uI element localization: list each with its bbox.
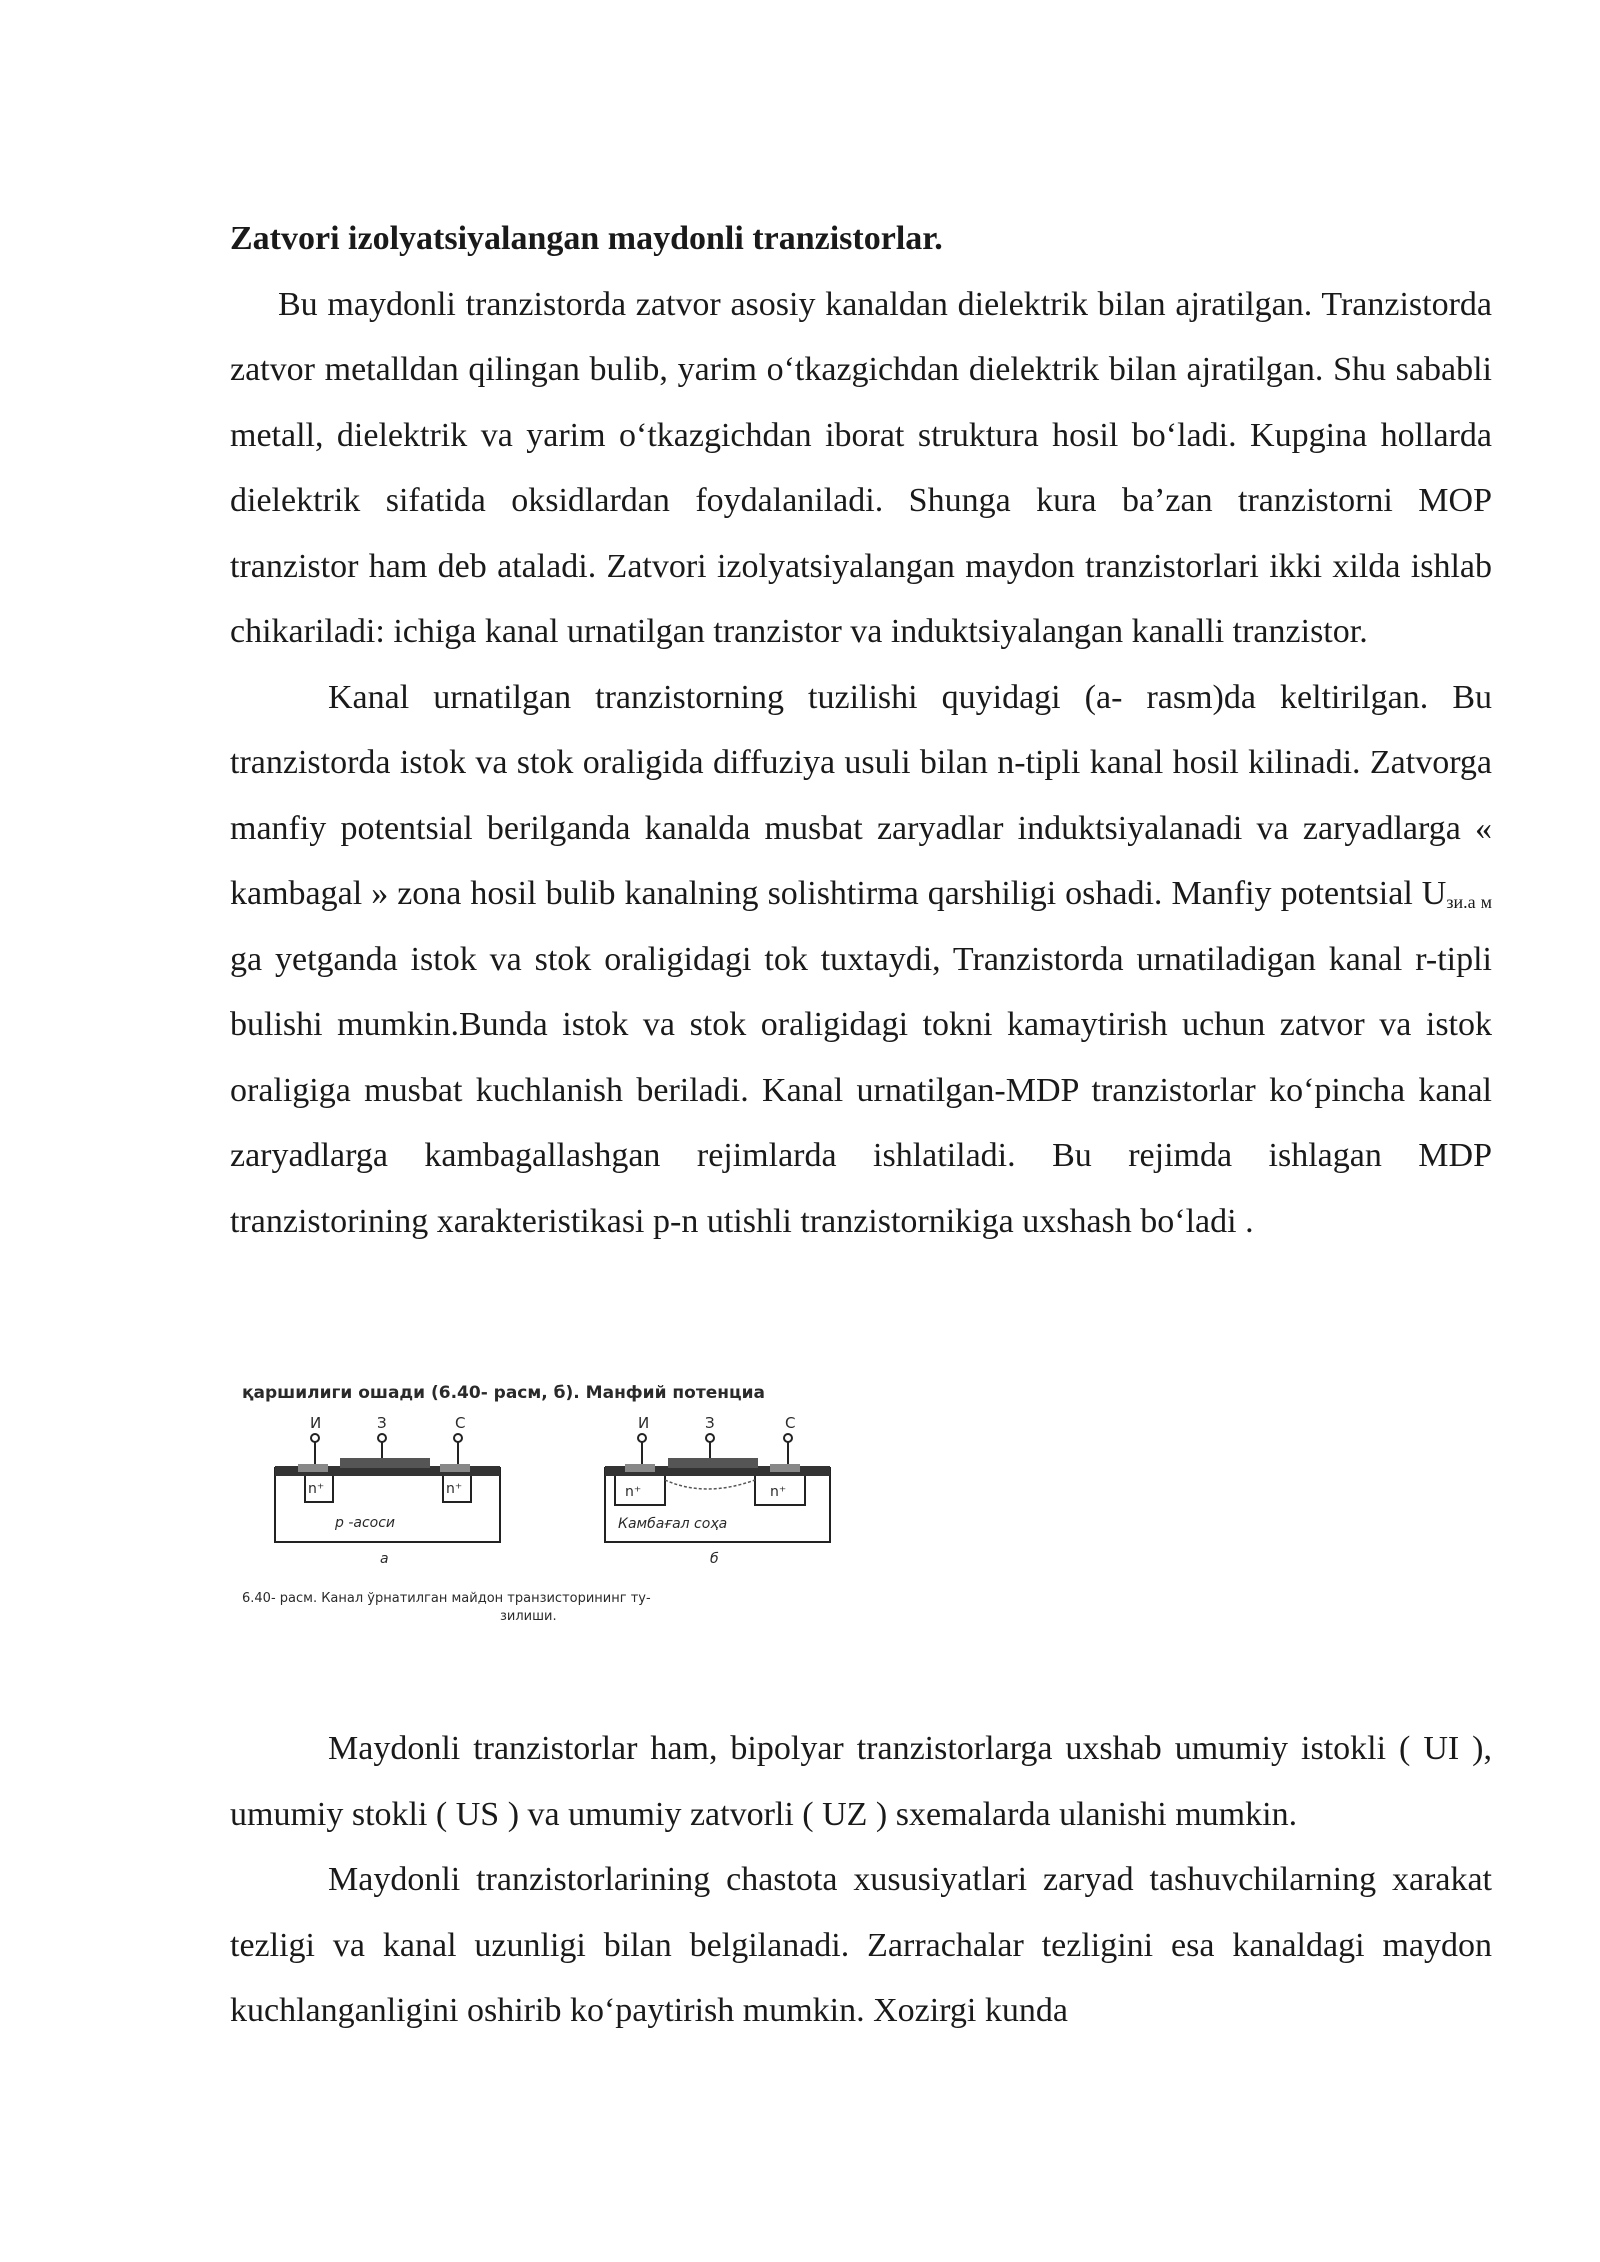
paragraph-built-in-channel-part1: Kanal urnatilgan tranzistorning tuzilishi quyidagi (a- rasm)da keltirilgan. Bu tranzistorda istok va stok oraligida diffuziya usuli bilan n-tipli kanal hosil kilinadi. Zatvorga manfiy potentsial berilganda kanalda musbat zaryadlar induktsiyalanadi va zaryadlarga « kambagal » zona hosil bulib kanalning solishtirma qarshiligi oshadi. Manfiy potentsial U — [230, 678, 1492, 912]
paragraph-intro: Bu maydonli tranzistorda zatvor asosiy kanaldan dielektrik bilan ajratilgan. Tranzistorda zatvor metalldan qilingan bulib, yarim o‘tkazgichdan dielektrik bilan ajratilgan. Shu sababli metall, dielektrik va yarim o‘tkazgichdan iborat struktura hosil bo‘ladi. Kupgina hollarda dielektrik sifatida oksidlardan foydalaniladi. Shunga kura ba’zan tranzistorni MOP tranzistor ham deb ataladi. Zatvori izolyatsiyalangan maydon tranzistorlari ikki xilda ishlab chikariladi: ichiga kanal urnatilgan tranzistor va induktsiyalangan kanalli tranzistor. — [230, 285, 1492, 650]
right-n-plus-right: n⁺ — [770, 1484, 787, 1500]
paragraph-frequency: Maydonli tranzistorlarining chastota xususiyatlari zaryad tashuvchilarning xarakat tezligi va kanal uzunligi bilan belgilanadi. Zarrachalar tezligini esa kanaldagi maydon kuchlanganligini oshirib ko‘paytirish mumkin. Xozirgi kunda — [230, 1861, 1492, 2029]
figure-caption-line1: 6.40- расм. Канал ўрнатилган майдон транзисторининг ту- — [242, 1591, 651, 1606]
left-drain-label: С — [455, 1414, 466, 1432]
left-n-plus-left: n⁺ — [308, 1481, 325, 1497]
paragraph-built-in-channel-part2: ga yetganda istok va stok oraligidagi tok tuxtaydi, Tranzistorda urnatiladigan kanal r-tipli bulishi mumkin.Bunda istok va stok oraligidagi tokni kamaytirish uchun zatvor va istok oraligiga musbat kuchlanish beriladi. Kanal urnatilgan-MDP tranzistorlar ko‘pincha kanal zaryadlarga kambagallashgan rejimlarda ishlatiladi. Bu rejimda ishlagan MDP tranzistorining xarakteristikasi p-n utishli tranzistornikiga uxshash bo‘ladi . — [230, 940, 1492, 1240]
lower-text — [230, 1716, 1492, 2044]
paragraph-built-in-channel — [230, 665, 1492, 1255]
figure-caption-line2: зилиши. — [500, 1609, 557, 1624]
section-heading: Zatvori izolyatsiyalangan maydonli tranzistorlar. — [230, 220, 943, 257]
left-n-plus-right: n⁺ — [446, 1481, 463, 1497]
right-transistor — [605, 1414, 830, 1567]
left-source-label: И — [310, 1414, 322, 1432]
right-n-plus-left: n⁺ — [625, 1484, 642, 1500]
left-gate-label: З — [377, 1414, 387, 1432]
figure-top-caption: қаршилиги ошади (6.40- расм, б). Манфий потенциа — [242, 1383, 765, 1403]
right-sublabel: б — [710, 1551, 719, 1567]
right-drain-label: С — [785, 1414, 796, 1432]
voltage-subscript: зи.а м — [1446, 892, 1492, 912]
paragraph-connection-schemes: Maydonli tranzistorlar ham, bipolyar tranzistorlarga uxshab umumiy istokli ( UI ), umumiy stokli ( US ) va umumiy zatvorli ( UZ ) sxemalarda ulanishi mumkin. — [230, 1730, 1492, 1833]
right-substrate-label: Камбағал соҳа — [618, 1516, 728, 1532]
right-gate-label: З — [705, 1414, 715, 1432]
left-sublabel: a — [380, 1551, 389, 1567]
upper-text — [230, 206, 1492, 1254]
left-substrate-label: p -асоси — [335, 1515, 396, 1531]
left-transistor — [275, 1414, 500, 1567]
right-source-label: И — [638, 1414, 650, 1432]
transistor-diagram — [240, 1380, 880, 1640]
transistor-structure-figure — [240, 1380, 880, 1640]
